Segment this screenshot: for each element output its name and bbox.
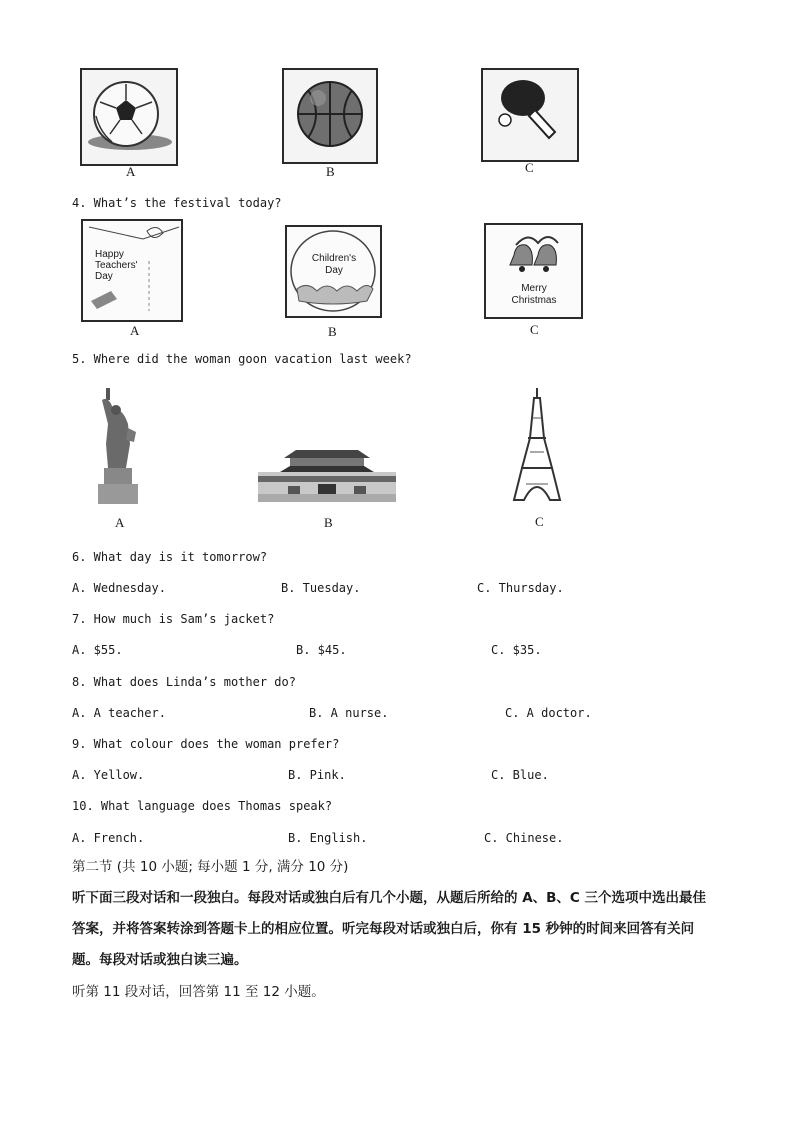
- q4-caption-b: B: [328, 324, 337, 339]
- section2-instructions-line-3: 题。每段对话或独白读三遍。: [72, 952, 248, 968]
- q3-caption-c: C: [525, 160, 534, 175]
- q7-question: 7. How much is Sam’s jacket?: [72, 612, 275, 626]
- q4-caption-a: A: [130, 323, 140, 338]
- q7-option-a[interactable]: A. $55.: [72, 643, 123, 657]
- section2-instructions-line-2: 答案，并将答案转涂到答题卡上的相应位置。听完每段对话或独白后，你有 15 秒钟的时间来回答有关问: [72, 921, 695, 937]
- q9-option-c[interactable]: C. Blue.: [491, 768, 549, 782]
- soccer-ball-picture: [80, 68, 178, 166]
- q7-option-c[interactable]: C. $35.: [491, 643, 542, 657]
- christmas-line-2: Christmas: [511, 295, 557, 306]
- section2-sub-instruction: 听第 11 段对话，回答第 11 至 12 小题。: [72, 984, 325, 1000]
- q6-option-b[interactable]: B. Tuesday.: [281, 581, 361, 595]
- childrens-day-line-1: Children's: [311, 253, 357, 264]
- q8-option-c[interactable]: C. A doctor.: [505, 706, 592, 720]
- q5-caption-c: C: [535, 514, 544, 529]
- q9-option-a[interactable]: A. Yellow.: [72, 768, 145, 782]
- q4-caption-c: C: [530, 322, 539, 337]
- basketball-picture: [282, 68, 378, 164]
- christmas-card: [484, 223, 583, 319]
- q8-question: 8. What does Linda’s mother do?: [72, 675, 296, 689]
- teachers-day-line-1: Happy: [95, 249, 124, 260]
- tiananmen-picture: [258, 444, 396, 502]
- q8-option-b[interactable]: B. A nurse.: [309, 706, 389, 720]
- q9-question: 9. What colour does the woman prefer?: [72, 737, 340, 751]
- ping-pong-paddle-icon: [483, 70, 577, 160]
- teachers-day-line-3: Day: [95, 271, 113, 282]
- statue-of-liberty-picture: [92, 384, 144, 508]
- basketball-icon: [284, 70, 376, 162]
- q4-question: 4. What’s the festival today?: [72, 196, 282, 210]
- childrens-day-line-2: Day: [325, 265, 343, 276]
- q6-question: 6. What day is it tomorrow?: [72, 550, 268, 564]
- q5-caption-b: B: [324, 515, 333, 530]
- christmas-line-1: Merry: [521, 283, 547, 294]
- q10-option-a[interactable]: A. French.: [72, 831, 145, 845]
- q5-question: 5. Where did the woman goon vacation last week?: [72, 352, 412, 366]
- q5-caption-a: A: [115, 515, 125, 530]
- section2-instructions-line-1: 听下面三段对话和一段独白。每段对话或独白后有几个小题，从题后所给的 A、B、C 三个选项中选出最佳: [72, 890, 707, 906]
- teachers-day-card: [81, 219, 183, 322]
- eiffel-tower-picture: [512, 388, 562, 502]
- childrens-day-card: [285, 225, 382, 318]
- q3-caption-a: A: [126, 164, 136, 179]
- q6-option-c[interactable]: C. Thursday.: [477, 581, 564, 595]
- q8-option-a[interactable]: A. A teacher.: [72, 706, 166, 720]
- teachers-day-line-2: Teachers': [95, 260, 138, 271]
- q3-caption-b: B: [326, 164, 335, 179]
- q9-option-b[interactable]: B. Pink.: [288, 768, 346, 782]
- q10-option-c[interactable]: C. Chinese.: [484, 831, 564, 845]
- section2-heading: 第二节 (共 10 小题; 每小题 1 分, 满分 10 分): [72, 859, 349, 875]
- q10-question: 10. What language does Thomas speak?: [72, 799, 333, 813]
- soccer-ball-icon: [82, 70, 176, 164]
- q7-option-b[interactable]: B. $45.: [296, 643, 347, 657]
- q6-option-a[interactable]: A. Wednesday.: [72, 581, 166, 595]
- q10-option-b[interactable]: B. English.: [288, 831, 368, 845]
- ping-pong-picture: [481, 68, 579, 162]
